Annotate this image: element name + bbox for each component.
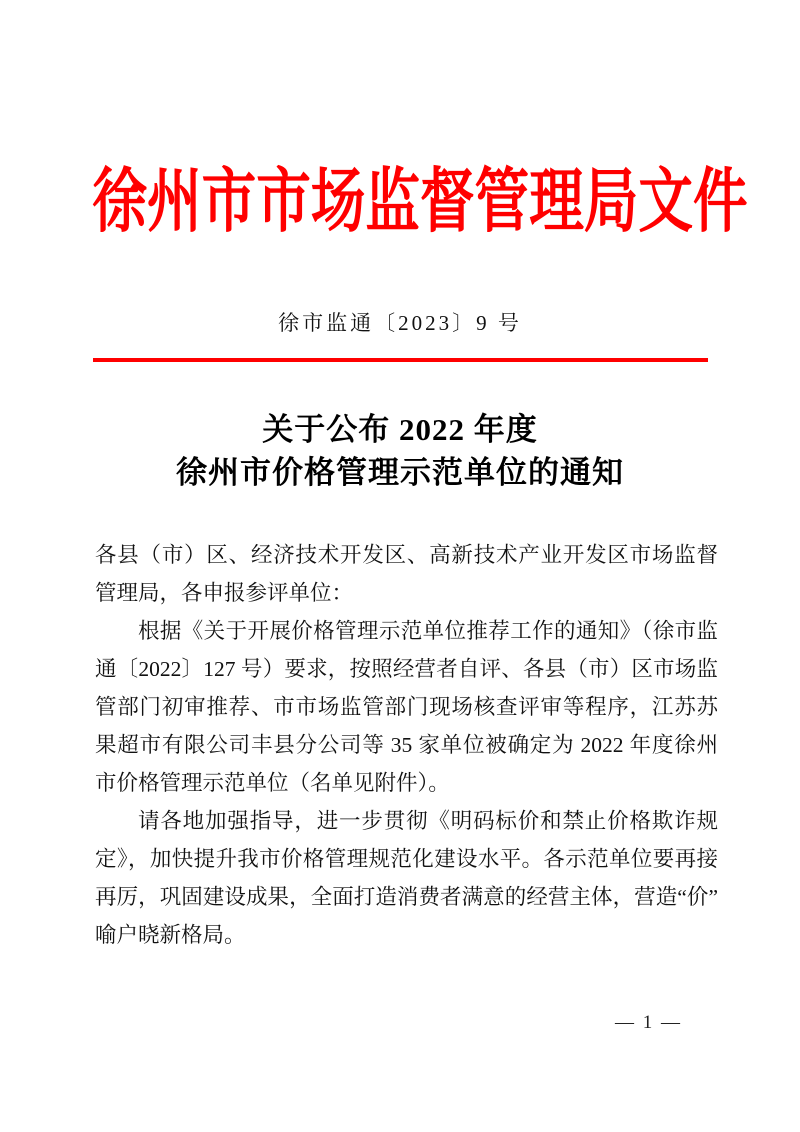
body-paragraph-1: 根据《关于开展价格管理示范单位推荐工作的通知》（徐市监通〔2022〕127 号）要求，按照经营者自评、各县（市）区市场监管部门初审推荐、市市场监管部门现场核查评审等程序，江苏苏果超市有限公司丰县分公司等 35 家单位被确定为 2022 年度徐州市价格管理示范单位（名单见附件）。: [95, 619, 718, 795]
notice-title-line2: 徐州市价格管理示范单位的通知: [176, 455, 624, 490]
document-number: 徐市监通〔2023〕9 号: [278, 311, 522, 335]
notice-title: [0, 408, 800, 494]
body-paragraph-2: 请各地加强指导，进一步贯彻《明码标价和禁止价格欺诈规定》，加快提升我市价格管理规范化建设水平。各示范单位要再接再厉，巩固建设成果，全面打造消费者满意的经营主体，营造“价”喻户晓新格局。: [95, 809, 718, 947]
notice-body: [95, 536, 718, 954]
page-number: — 1 —: [615, 1012, 682, 1033]
red-separator-line: [93, 358, 708, 362]
notice-title-line1: 关于公布 2022 年度: [262, 412, 538, 447]
agency-header-title: 徐州市市场监督管理局文件: [92, 164, 748, 241]
document-header: [0, 160, 800, 246]
salutation-line: 各县（市）区、经济技术开发区、高新技术产业开发区市场监督管理局，各申报参评单位：: [95, 543, 718, 605]
